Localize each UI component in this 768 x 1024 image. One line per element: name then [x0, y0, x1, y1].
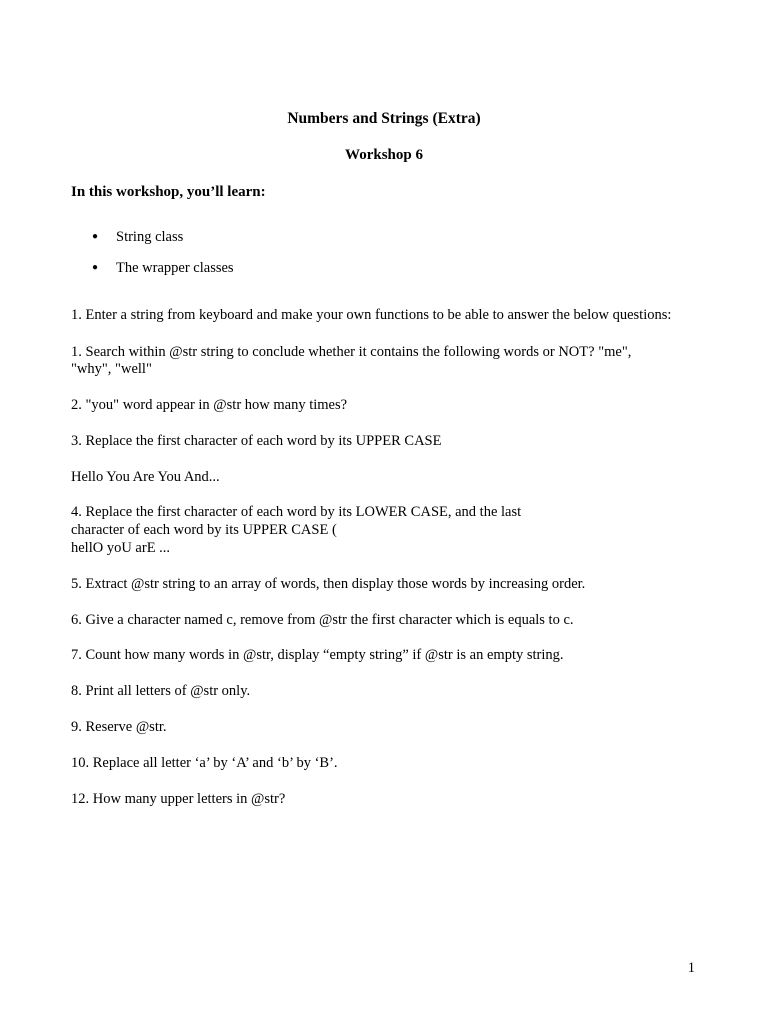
- task-intro: 1. Enter a string from keyboard and make your own functions to be able to answer the below questions:: [71, 307, 672, 323]
- question-4-line-1: 4. Replace the first character of each word by its LOWER CASE, and the last: [71, 504, 522, 520]
- question-6: 6. Give a character named c, remove from @str the first character which is equals to c.: [71, 612, 574, 628]
- question-5: 5. Extract @str string to an array of words, then display those words by increasing order.: [71, 576, 586, 592]
- question-8: 8. Print all letters of @str only.: [71, 683, 251, 699]
- question-3: 3. Replace the first character of each word by its UPPER CASE: [71, 433, 442, 449]
- list-item-text: String class: [116, 229, 184, 245]
- question-10: 10. Replace all letter ‘a’ by ‘A’ and ‘b’ by ‘B’.: [71, 755, 338, 771]
- bullet-icon: ●: [92, 262, 99, 273]
- list-item: [92, 228, 234, 259]
- page-number: 1: [687, 960, 695, 976]
- question-1-line-1: 1. Search within @str string to conclude whether it contains the following words or NOT? "me",: [71, 344, 632, 360]
- list-item: [92, 259, 234, 290]
- document-subtitle: Workshop 6: [345, 147, 423, 163]
- question-4-line-2: character of each word by its UPPER CASE (: [71, 522, 337, 538]
- list-item-text: The wrapper classes: [116, 260, 234, 276]
- document-title: Numbers and Strings (Extra): [287, 110, 481, 127]
- question-12: 12. How many upper letters in @str?: [71, 791, 286, 807]
- intro-heading: In this workshop, you’ll learn:: [71, 184, 266, 200]
- question-9: 9. Reserve @str.: [71, 719, 167, 735]
- question-2: 2. "you" word appear in @str how many times?: [71, 397, 348, 413]
- learning-list: [92, 228, 234, 290]
- question-1-line-2: "why", "well": [71, 361, 152, 377]
- bullet-icon: ●: [92, 231, 99, 242]
- example-3: Hello You Are You And...: [71, 469, 220, 485]
- example-4: hellO yoU arE ...: [71, 540, 171, 556]
- question-7: 7. Count how many words in @str, display “empty string” if @str is an empty string.: [71, 647, 564, 663]
